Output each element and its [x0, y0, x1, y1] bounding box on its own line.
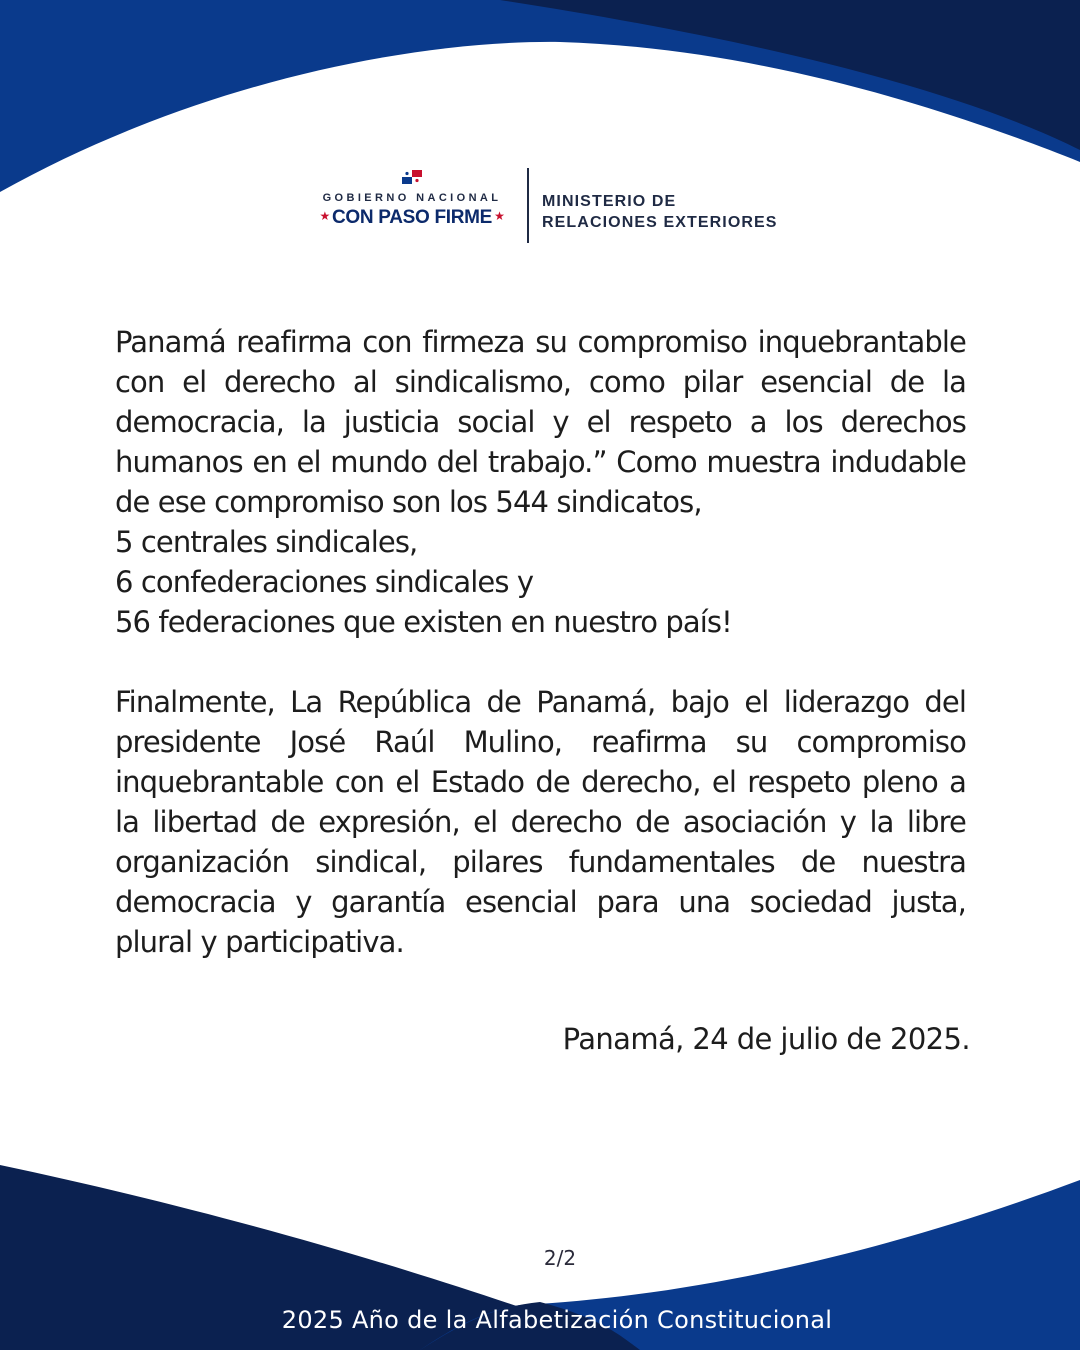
star-icon: ★	[319, 209, 330, 223]
government-logo	[312, 168, 782, 244]
footer-slogan: 2025 Año de la Alfabetización Constitucional	[281, 1306, 833, 1334]
star-icon: ★	[494, 209, 505, 223]
statement-line-confederaciones: 6 confederaciones sindicales y	[115, 565, 534, 599]
statement-paragraph-2: Finalmente, La República de Panamá, bajo el liderazgo del presidente José Raúl Mulino, reafirma su compromiso inquebrantable con el Estado de derecho, el respeto pleno a la libertad de expresión, el derecho de asociación y la libre organización sindical, pilares fundamentales de nuestra democracia y garantía esencial para una sociedad justa, plural y participativa.	[115, 685, 966, 959]
statement-body	[115, 322, 966, 962]
statement-paragraph-1: Panamá reafirma con firmeza su compromiso inquebrantable con el derecho al sindicalismo, como pilar esencial de la democracia, la justicia social y el respeto a los derechos humanos en el mundo del trabajo.” Como muestra indudable de ese compromiso son los 544 sindicatos,	[115, 325, 966, 519]
logo-lema-text: CON PASO FIRME	[331, 207, 493, 228]
panama-flag-icon	[402, 170, 422, 184]
logo-ministerio-line2: RELACIONES EXTERIORES	[542, 214, 778, 231]
logo-ministerio	[542, 191, 778, 233]
paragraph-spacer	[115, 642, 966, 682]
logo-lema	[312, 207, 512, 229]
logo-gobierno-nacional: GOBIERNO NACIONAL	[322, 192, 502, 204]
page-number: 2/2	[543, 1246, 577, 1270]
statement-date: Panamá, 24 de julio de 2025.	[562, 1022, 970, 1056]
statement-line-centrales: 5 centrales sindicales,	[115, 525, 418, 559]
statement-line-federaciones: 56 federaciones que existen en nuestro país!	[115, 605, 732, 639]
logo-ministerio-line1: MINISTERIO DE	[542, 193, 677, 210]
logo-divider	[527, 168, 529, 243]
